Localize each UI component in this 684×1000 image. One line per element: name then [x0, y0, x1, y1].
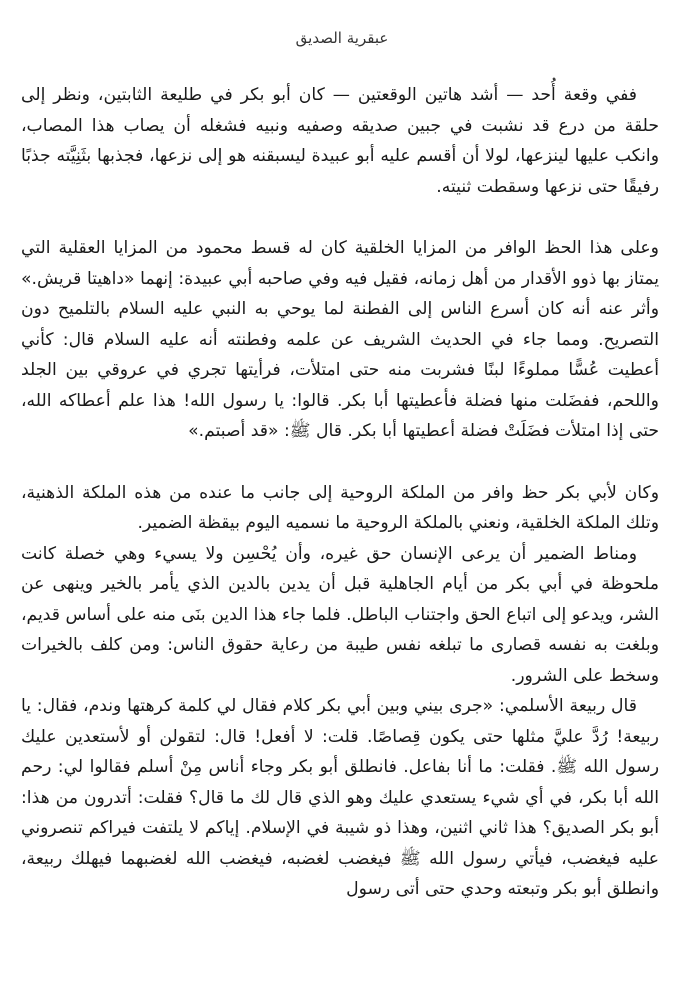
running-header-title: عبقرية الصديق: [295, 29, 389, 47]
paragraph-uhud: ففي وقعة أُحد — أشد هاتين الوقعتين — كان أبو بكر في طليعة الثابتين، ونظر إلى حلقة من درع قد نشبت في جبين صديقه وصفيه ونبيه فشغله أن يصاب هذا المصاب، وانكب عليها لينزعها، لولا أن أقسم عليه أبو عبيدة ليسبقنه هو إلى نزعها، فجذبها بثَنِيَّته جذبًا رفيقًا حتى نزعها وسقطت ثنيته.: [21, 85, 659, 197]
paragraph-conscience-intro: وكان لأبي بكر حظ وافر من الملكة الروحية إلى جانب ما عنده من هذه الملكة الذهنية، وتلك الملكة الخلقية، ونعني بالملكة الروحية ما نسميه اليوم بيقظة الضمير.: [21, 482, 659, 533]
body-text: [21, 80, 659, 905]
paragraph-intellect: وعلى هذا الحظ الوافر من المزايا الخلقية كان له قسط محمود من المزايا العقلية التي يمتاز بها ذوو الأقدار من أهل زمانه، فقيل فيه وفي صاحبه أبي عبيدة: إنهما «داهيتا قريش.» وأثر عنه أنه كان أسرع الناس إلى الفطنة لما يوحي به النبي عليه السلام بالتلميح دون التصريح. ومما جاء في الحديث الشريف عن علمه وفطنته أنه عليه السلام قال: كأني أعطيت عُسًّا مملوءًا لبنًا فشربت منه حتى امتلأت، فرأيتها تجري في عروقي بين الجلد واللحم، ففضَلت منها فضلة فأعطيتها أبا بكر. قالوا: يا رسول الله! هذا علم أعطاكه الله، حتى إذا امتلأت فضَلَتْ فضلة أعطيتها أبا بكر. قال ﷺ: «قد أصبتم.»: [21, 238, 659, 441]
paragraph-rabia: قال ربيعة الأسلمي: «جرى بيني وبين أبي بكر كلام فقال لي كلمة كرهتها وندم، فقال: يا ربيعة! رُدَّ عليَّ مثلها حتى يكون قِصاصًا. قلت: لا أفعل! قال: لتقولن أو لأستعدين عليك رسول الله ﷺ. فقلت: ما أنا بفاعل. فانطلق أبو بكر وجاء أناس مِنْ أسلم فقالوا لي: رحم الله أبا بكر، في أي شيء يستعدي عليك وهو الذي قال لك ما قال؟ فقلت: أتدرون من هذا: أبو بكر الصديق؟ هذا ثاني اثنين، وهذا ذو شيبة في الإسلام. إياكم لا يلتفت فيراكم تنصروني عليه فيغضب، فيأتي رسول الله ﷺ فيغضب لغضبه، فيغضب الله لغضبهما فيهلك ربيعة، وانطلق أبو بكر وتبعته وحدي حتى أتى رسول: [21, 696, 659, 899]
paragraph-conscience: ومناط الضمير أن يرعى الإنسان حق غيره، وأن يُحْسِن ولا يسيء وهي خصلة كانت ملحوظة في أبي بكر من أيام الجاهلية قبل أن يدين بالدين الذي يأمر بالخير وينهى عن الشر، ويدعو إلى اتباع الحق واجتناب الباطل. فلما جاء هذا الدين بنَى منه على أساس قديم، وبلغت به نفسه قصارى ما تبلغه نفس طيبة من رعاية حقوق الناس: ومن كلف بالخيرات وسخط على الشرور.: [21, 543, 659, 686]
